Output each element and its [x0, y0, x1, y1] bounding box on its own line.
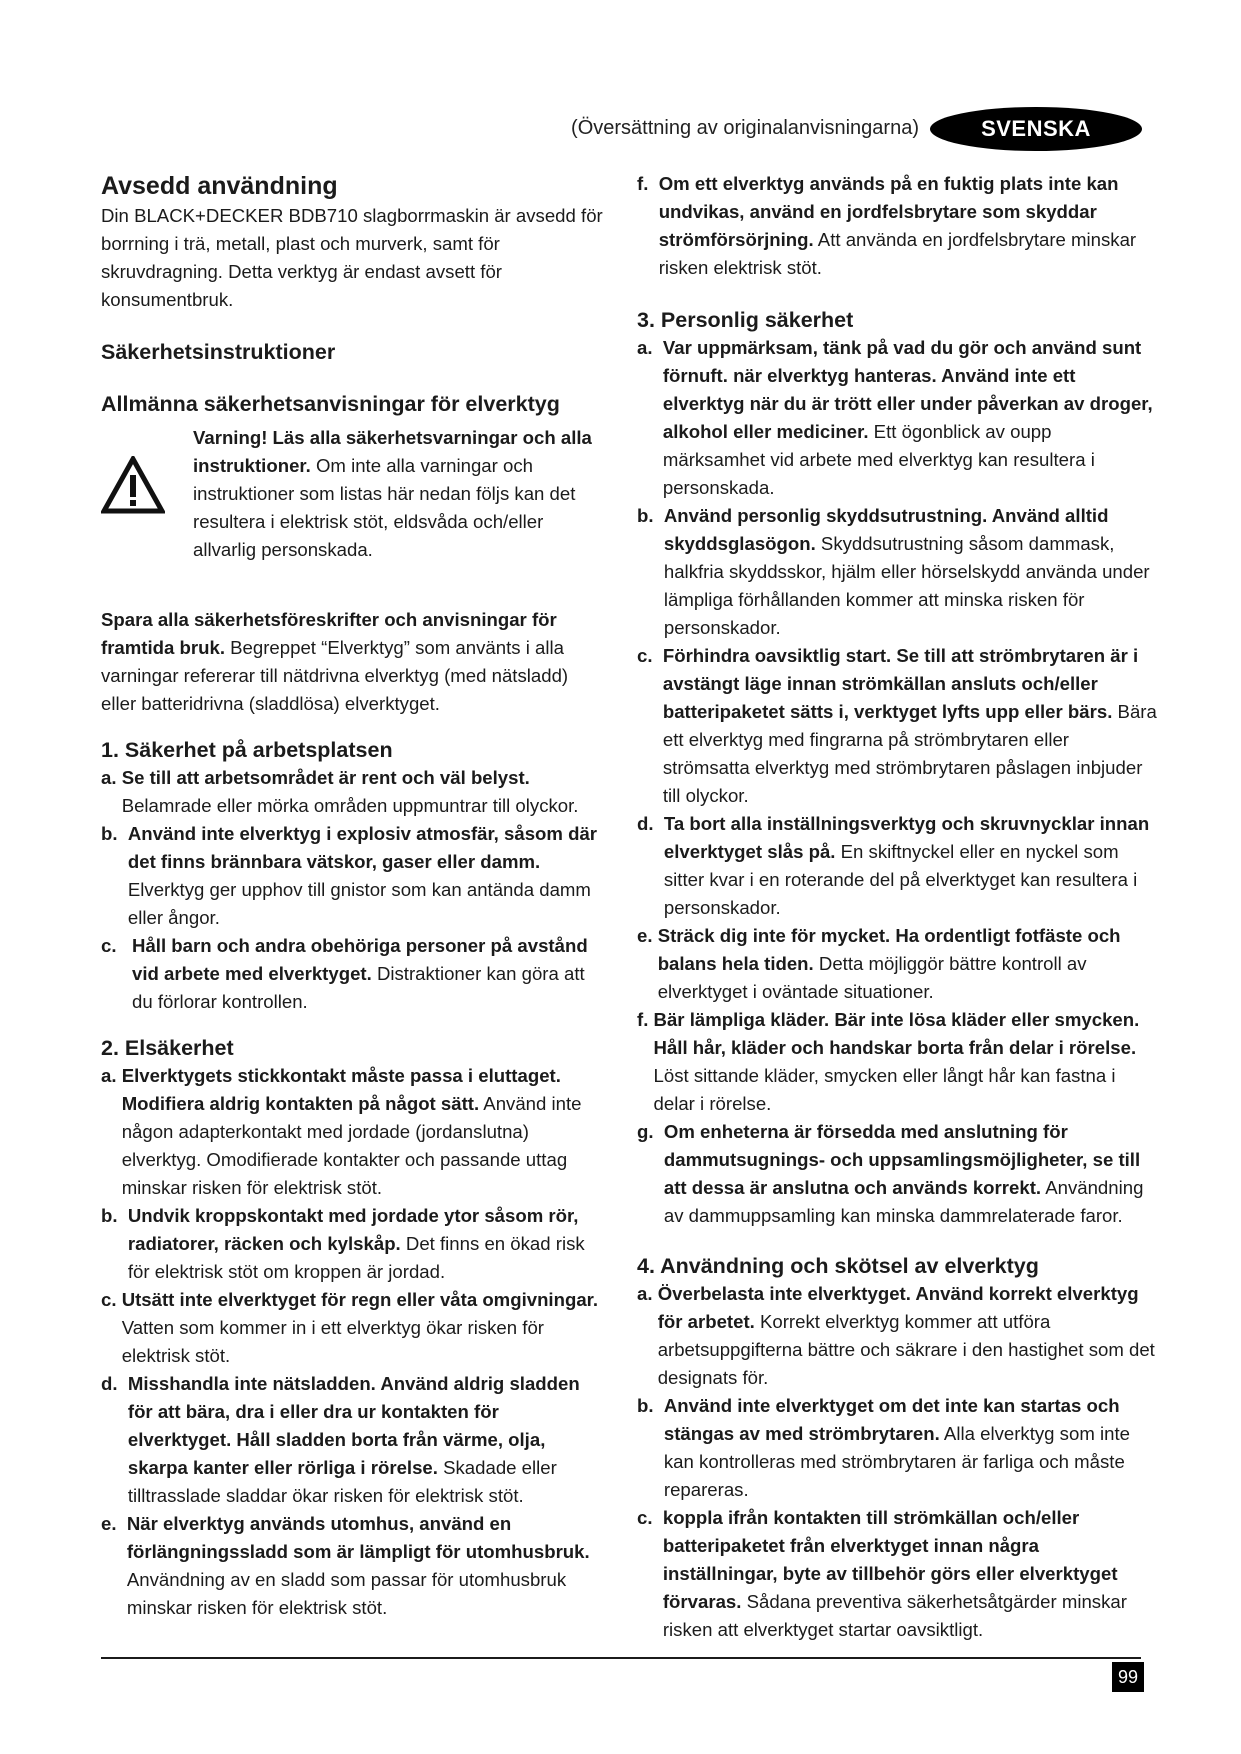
translation-note: (Översättning av originalanvisningarna): [571, 117, 919, 139]
safety-instructions-title: Säkerhetsinstruktioner: [101, 340, 336, 364]
list-item: a. Var uppmärksam, tänk på vad du gör och använd sunt förnuft. när elverktyg hanteras. Använd inte ett elverktyg när du är trött eller under påverkan av droger, alkohol eller mediciner. Ett ögonblick av oupp märksamhet vid arbete med elverktyg kan resultera i personskada.: [637, 337, 1153, 498]
list-item: a. Överbelasta inte elverktyget. Använd korrekt elverktyg för arbetet. Korrekt elverktyg kommer att utföra arbetsuppgifterna bättre och säkrare i den hastighet som det designats för.: [637, 1283, 1155, 1388]
warning-block: [101, 424, 606, 564]
warning-text: Varning! Läs alla säkerhetsvarningar och alla instruktioner. Om inte alla varningar och instruktioner som listas här nedan följs kan det resultera i elektrisk stöt, eldsvåda och/eller allvarlig personskada.: [193, 427, 592, 560]
page-header: [0, 103, 1241, 153]
right-column: [637, 170, 1157, 1644]
list-item: d. Ta bort alla inställningsverktyg och skruvnycklar innan elverktyget slås på. En skiftnyckel eller en nyckel som sitter kvar i en roterande del på elverktyget kan resultera i personskador.: [637, 813, 1150, 918]
list-item: c. Utsätt inte elverktyget för regn eller våta omgivningar. Vatten som kommer in i ett elverktyg ökar risken för elektrisk stöt.: [101, 1289, 599, 1366]
list-item: b. Använd inte elverktyget om det inte kan startas och stängas av med strömbrytaren. Alla elverktyg som inte kan kontrolleras med strömbrytaren är farliga och måste repareras.: [637, 1395, 1130, 1500]
list-item: c. Håll barn och andra obehöriga personer på avstånd vid arbete med elverktyget. Distraktioner kan göra att du förlorar kontrollen.: [101, 935, 588, 1012]
footer-rule: [101, 1657, 1141, 1659]
list-item: c. Förhindra oavsiktlig start. Se till att strömbrytaren är i avstängt läge innan strömkällan ansluts och/eller batteripaketet sätts i, verktyget lyfts upp eller bärs. Bära ett elverktyg med fingrarna på strömbrytaren eller strömsatta elverktyg med strömbrytaren påslagen inbjuder till olyckor.: [637, 645, 1157, 806]
section-3-title: 3. Personlig säkerhet: [637, 308, 854, 332]
warning-triangle-icon: [101, 424, 193, 564]
list-item: b. Använd inte elverktyg i explosiv atmosfär, såsom där det finns brännbara vätskor, gaser eller damm. Elverktyg ger upphov till gnistor som kan antända damm eller ångor.: [101, 823, 598, 928]
list-item: f. Bär lämpliga kläder. Bär inte lösa kläder eller smycken. Håll hår, kläder och handskar borta från delar i rörelse. Löst sittande kläder, smycken eller långt hår kan fastna i delar i rörelse.: [637, 1009, 1140, 1114]
list-item: d. Misshandla inte nätsladden. Använd aldrig sladden för att bära, dra i eller dra ur kontakten för elverktyget. Håll sladden borta från värme, olja, skarpa kanter eller rörliga i rörelse. Skadade eller tilltrasslade sladdar ökar risken för elektrisk stöt.: [101, 1373, 580, 1506]
page-number: 99: [1112, 1662, 1144, 1692]
general-safety-title: Allmänna säkerhetsanvisningar för elverktyg: [101, 392, 560, 416]
section-2-title: 2. Elsäkerhet: [101, 1036, 234, 1060]
left-column: [101, 170, 606, 1622]
list-item: a. Elverktygets stickkontakt måste passa i eluttaget. Modifiera aldrig kontakten på något sätt. Använd inte någon adapterkontakt med jordade (jordanslutna) elverktyg. Omodifierade kontakter och passande uttag minskar risken för elektrisk stöt.: [101, 1065, 582, 1198]
save-instructions: Spara alla säkerhetsföreskrifter och anvisningar för framtida bruk. Begreppet “Elverktyg” som använts i alla varningar refererar till nätdrivna elverktyg (med nätsladd) eller batteridrivna (sladdlösa) elverktyget.: [101, 609, 569, 714]
list-item: e. Sträck dig inte för mycket. Ha ordentligt fotfäste och balans hela tiden. Detta möjliggör bättre kontroll av elverktyget i oväntade situationer.: [637, 925, 1121, 1002]
section-4-title: 4. Användning och skötsel av elverktyg: [637, 1254, 1039, 1278]
section-1-title: 1. Säkerhet på arbetsplatsen: [101, 738, 393, 762]
list-item: c. koppla ifrån kontakten till strömkällan och/eller batteripaketet från elverktyget innan några inställningar, byte av tillbehör görs eller elverktyget förvaras. Sådana preventiva säkerhetsåtgärder minskar risken att elverktyget startar oavsiktligt.: [637, 1507, 1127, 1640]
list-item: e. När elverktyg används utomhus, använd en förlängningssladd som är lämpligt för utomhusbruk. Användning av en sladd som passar för utomhusbruk minskar risken för elektrisk stöt.: [101, 1513, 590, 1618]
language-badge: SVENSKA: [930, 107, 1142, 151]
list-item: f. Om ett elverktyg används på en fuktig plats inte kan undvikas, använd en jordfelsbrytare som skyddar strömförsörjning. Att använda en jordfelsbrytare minskar risken elektrisk stöt.: [637, 173, 1137, 278]
list-item: g. Om enheterna är försedda med anslutning för dammutsugnings- och uppsamlingsmöjligheter, se till att dessa är anslutna och används korrekt. Användning av dammuppsamling kan minska dammrelaterade faror.: [637, 1121, 1144, 1226]
intended-use-title: Avsedd användning: [101, 172, 338, 200]
list-item: a. Se till att arbetsområdet är rent och väl belyst. Belamrade eller mörka områden uppmuntrar till olyckor.: [101, 767, 579, 816]
intended-use-text: Din BLACK+DECKER BDB710 slagborrmaskin är avsedd för borrning i trä, metall, plast och murverk, samt för skruvdragning. Detta verktyg är endast avsett för konsumentbruk.: [101, 205, 603, 310]
list-item: b. Använd personlig skyddsutrustning. Använd alltid skyddsglasögon. Skyddsutrustning såsom dammask, halkfria skyddsskor, hjälm eller hörselskydd använda under lämpliga förhållanden kommer att minska risken för personskador.: [637, 505, 1150, 638]
list-item: b. Undvik kroppskontakt med jordade ytor såsom rör, radiatorer, räcken och kylskåp. Det finns en ökad risk för elektrisk stöt om kroppen är jordad.: [101, 1205, 585, 1282]
